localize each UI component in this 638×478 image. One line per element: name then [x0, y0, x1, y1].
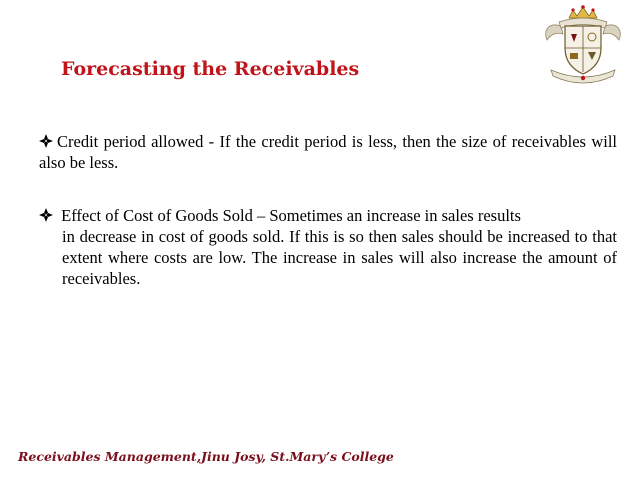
- bullet-text: Credit period allowed - If the credit period is less, then the size of receivables will also be less.: [39, 132, 617, 172]
- bullet-item-cost-of-goods: [39, 205, 617, 289]
- slide-title: Forecasting the Receivables: [61, 58, 360, 80]
- bullet-continuation-text: in decrease in cost of goods sold. If this is so then sales should be increased to that extent where costs are low. The increase in sales will also increase the amount of receivables.: [62, 227, 617, 288]
- bullet-lead-text: Effect of Cost of Goods Sold – Sometimes an increase in sales results: [61, 206, 521, 225]
- diamond-bullet-icon: [39, 134, 53, 148]
- bullet-lead-line: [39, 205, 617, 226]
- college-crest-icon: [541, 4, 625, 84]
- slide-footer: Receivables Management,Jinu Josy, St.Mary’s College: [18, 449, 394, 464]
- bullet-item-credit-period: [39, 131, 617, 173]
- diamond-bullet-icon: [39, 208, 53, 222]
